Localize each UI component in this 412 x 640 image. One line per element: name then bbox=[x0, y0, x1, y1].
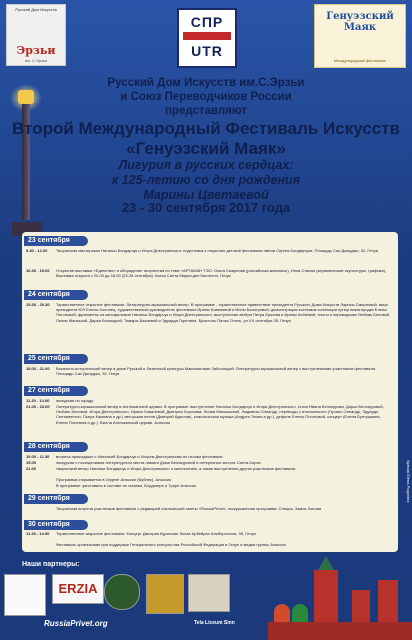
mayak-logo-sub: Международный фестиваль bbox=[333, 58, 387, 63]
basil-dome-2 bbox=[292, 604, 308, 622]
erzia-logo-top-text: Русский Дом Искусств bbox=[15, 7, 57, 12]
presenter-line-2: и Союз Переводчиков России bbox=[120, 91, 292, 103]
event-time: 11.30 - 14.00 bbox=[26, 531, 50, 536]
day-header: 27 сентября bbox=[24, 386, 88, 396]
event-text: Творческая мастерская Натальи Бондарчук и Игоря Днестрянского: подготовка к открытию детской фестиваля имени Сергея Бондарчука. Площадь Сан Джорджо, 32, Генуя bbox=[56, 248, 378, 253]
schedule-event bbox=[26, 506, 392, 517]
event-text: Фестиваль организован при поддержке Генерального консульства Российской Федерации в Генуе и медиа группы Алассио bbox=[56, 542, 286, 547]
festival-title-2: «Генуэзский Маяк» bbox=[126, 139, 286, 158]
event-text: Программа открывается в Отделе Алассио (Бубнес), Алассио bbox=[56, 477, 172, 482]
day-header: 30 сентября bbox=[24, 520, 88, 530]
festival-subtitle-2: к 125-летию со дня рождения bbox=[111, 173, 301, 187]
event-text: Торжественное открытие фестиваля. Литературно-музыкальный вечер. В программе - торжественное приветствие президента Русского Дома Искусств Ларисы Смирновой, вице-президента ЮЛ Елены Колонец, художественный руководитель фестиваля Ирины Ковалевой и Инны Балогровой; демонстрация костюмов коллекции кутюр нижегородки Елены Погоновой; фрагменты из кинофильмов Натальи Бондарчук и Игоря Днестрянского; выступление актёра Петра Ершова и Ирины Кобзевой, поэты и переводчики Любовь Беловой, Лилия Малышой, Дарьи Белокурой, Тамары Бахаевой и Эдуарда Горелина. Бристоль Палас Отель, ул.XX сентября 35, Генуя bbox=[56, 302, 391, 323]
partner-logo-1 bbox=[4, 574, 46, 616]
kremlin-wall bbox=[268, 622, 412, 640]
event-text: экскурсия по городу. bbox=[56, 398, 94, 403]
stp-logo-stripe bbox=[183, 32, 231, 40]
russia-privet-logo-text: RussiaPrivet.org bbox=[44, 619, 108, 628]
presenter-line-3: представляют bbox=[164, 105, 248, 117]
kremlin-illustration bbox=[268, 560, 412, 640]
event-time: 16.30 - 19.00 bbox=[26, 268, 50, 273]
event-time: 21.00 - 23.00 bbox=[26, 404, 50, 409]
event-text: Литературно-музыкальный вечер в Англиканской церкви. В программе: выступление Натальи Бондарчук и Игоря Днестрянского, стихи Ивана Белокурова, Дарьи Белокуровой, Любовь Беловой, Игоря Днестрянского, Ирины Ковалевой, Дмитрия Хорозова, Лилии Малышевой, Людмилы Олеандр, переводы с итальянского (Лучано Олеандр, Эдуардо Сентаментьи, Пьера Кампана и др.) авторская песня (Дмитрий Курилов), классическая музыка (Андрея Элова и др.), дефиле Елены Погоновой, концерт (Елена Бунтушкина, Елена Погонина и др.). Вилла Англиканской церкви, Алассио bbox=[56, 404, 384, 425]
schedule-event bbox=[26, 483, 392, 489]
event-text: Торжественное закрытие фестиваля. Концерт Дмитрия Курилова. Кьеза Арбейрах Альбергольти, 3б, Генуя bbox=[56, 531, 256, 536]
event-time: 15.00 bbox=[26, 460, 37, 465]
event-time: 21.00 bbox=[26, 466, 37, 471]
festival-subtitle-1: Лигурия в русских сердцах: bbox=[118, 158, 294, 172]
stp-logo-line2: UTR bbox=[191, 43, 223, 59]
poster-header bbox=[0, 76, 412, 203]
event-text: экскурсия с посещениями литературного места памяти Дома Белокуровой и интересных местах Санта-Хорхе. bbox=[56, 460, 262, 465]
schedule-event bbox=[26, 404, 392, 440]
event-time: 10.00 - 11.30 bbox=[26, 454, 50, 459]
tiro-partner-logo bbox=[188, 574, 230, 612]
stp-logo-line1: СПР bbox=[190, 14, 224, 30]
schedule-event bbox=[26, 302, 392, 342]
schedule-event bbox=[26, 466, 392, 477]
event-time: 11.30 - 14.00 bbox=[26, 398, 50, 403]
logo-bar bbox=[0, 0, 412, 74]
mayak-logo-name: Генуэзский Маяк bbox=[326, 11, 394, 33]
schedule-event bbox=[26, 542, 392, 552]
schedule-panel bbox=[22, 232, 398, 552]
event-time: 18.00 - 21.00 bbox=[26, 366, 50, 371]
event-text: Вокально-исторический вечер в доме Русской и Латинской культуры Максимилиан Заболоцкий. Литературно-музыкальный вечер с выступлениями участников фестиваля. Площадь Сан Джорджо, 32, Генуя bbox=[56, 366, 376, 377]
schedule-event bbox=[26, 248, 392, 258]
translators-union-logo bbox=[177, 8, 237, 68]
schedule-event bbox=[26, 531, 392, 542]
festival-title-1: Второй Международный Фестиваль Искусств bbox=[12, 119, 400, 138]
day-header: 25 сентября bbox=[24, 354, 88, 364]
partners-label: Наши партнеры: bbox=[22, 561, 80, 568]
event-text: Открытие выставки «Единство» и обсуждение творчества по теме «АРТАМАН ТЭО: Ольга Смирнова (российская живопись), Инна Стасюк (керамические скульптуры, графика), Выставка открыта с 20.00 до 18.00 (23-26 сентября). Кьеза Санта Мария дел Кастелло, Генуя bbox=[56, 268, 387, 279]
day-header: 29 сентября bbox=[24, 494, 88, 504]
erzia-logo-sub: им. С.Эрзьи bbox=[24, 58, 48, 63]
festival-dates: 23 - 30 сентября 2017 года bbox=[121, 200, 291, 215]
schedule-event bbox=[26, 366, 392, 380]
event-time: 9.30 - 12.00 bbox=[26, 248, 48, 253]
presenter-line-1: Русский Дом Искусств им.С.Эрзьи bbox=[107, 77, 305, 89]
basil-dome-1 bbox=[274, 604, 290, 622]
event-text: творческий вечер Натальи Бондарчук и Игоря Днестрянского о кинопоэтике, а также выступления других участников фестиваля. bbox=[56, 466, 297, 471]
erzia-logo-name: Эрзьи bbox=[16, 44, 56, 57]
event-text: В программе: фестиваль в составе по линиям, Бордигере и Трире Алассио bbox=[56, 483, 197, 488]
erzia-house-logo bbox=[6, 4, 66, 66]
tiro-logo-text: Tela Liceum Sinn bbox=[194, 620, 235, 626]
genoese-lighthouse-logo bbox=[314, 4, 406, 68]
festival-subtitle-3: Марины Цветаевой bbox=[143, 188, 269, 202]
day-header: 24 сентября bbox=[24, 290, 88, 300]
event-text: Творческая встреча участников фестиваля с редакцией итальянской газеты «RussiaPrivet», экскурсионная программа. Специя, Замок Лонова bbox=[56, 506, 321, 511]
day-header: 23 сентября bbox=[24, 236, 88, 246]
partner-logo-4 bbox=[146, 574, 184, 614]
event-text: встреча пришедших с Натальей Бондарчук и Игорем Днестрянским по итогам фестиваля. bbox=[56, 454, 224, 459]
partner-logo-3 bbox=[104, 574, 140, 610]
day-header: 28 сентября bbox=[24, 442, 88, 452]
schedule-event bbox=[26, 268, 392, 284]
side-credit: Special.Elena.Pogonina bbox=[406, 460, 411, 503]
event-time: 15.30 - 20.30 bbox=[26, 302, 50, 307]
erzia-partner-logo: ERZIA bbox=[52, 574, 104, 604]
